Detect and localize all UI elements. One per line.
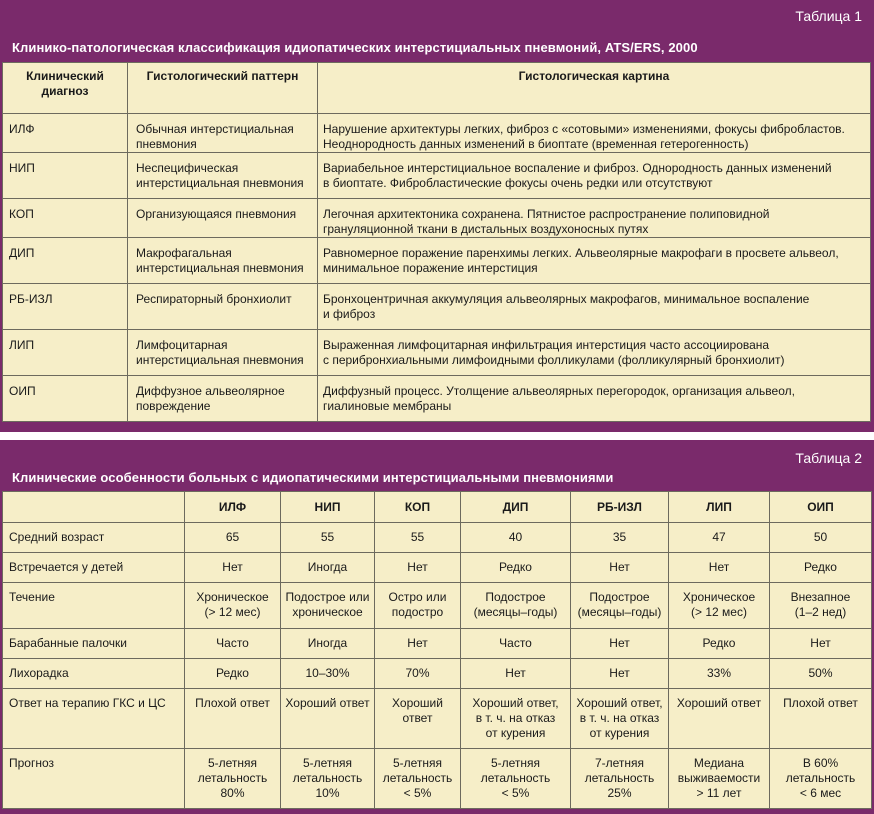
table2-cell: [461, 553, 571, 583]
cell-line: 5-летняя: [392, 756, 443, 770]
cell-line: < 5%: [501, 786, 530, 800]
cell-line: Хороший: [392, 696, 443, 710]
cell-line: 10%: [315, 786, 340, 800]
pattern-line: интерстициальная пневмония: [136, 261, 304, 275]
diagnosis-cell: ИЛФ: [3, 114, 128, 153]
table2-row: [3, 523, 872, 553]
pattern-line: Лимфоцитарная: [136, 338, 228, 352]
picture-line: грануляционной ткани в дистальных воздухоносных путях: [323, 222, 649, 236]
table2-cell: [770, 629, 872, 659]
cell-line: 33%: [706, 666, 732, 680]
table2-cell: [185, 583, 281, 629]
pattern-line: Организующаяся пневмония: [136, 207, 297, 221]
table2-cell: [281, 553, 375, 583]
table2-cell: [461, 629, 571, 659]
table2-cell: [375, 583, 461, 629]
table1-row: [3, 238, 871, 284]
table2-cell: [571, 629, 669, 659]
table2-column-header: НИП: [281, 492, 375, 523]
cell-line: 40: [508, 530, 523, 544]
cell-line: подостро: [391, 605, 444, 619]
table2-cell: [375, 659, 461, 689]
picture-line: в биоптате. Фибробластические фокусы очень редки или отсутствуют: [323, 176, 713, 190]
pattern-cell: [128, 284, 318, 330]
table1-header-row: [3, 63, 871, 114]
cell-line: Подострое или: [285, 590, 370, 604]
cell-line: 50: [813, 530, 828, 544]
table1-row: [3, 153, 871, 199]
table1-row: [3, 199, 871, 238]
table2-cell: [375, 553, 461, 583]
table2-cell: [571, 659, 669, 689]
table1-grid: [2, 62, 871, 422]
table2-column-header: РБ-ИЗЛ: [571, 492, 669, 523]
table2-cell: [375, 523, 461, 553]
table2-cell: [571, 689, 669, 749]
table2-cell: [281, 629, 375, 659]
cell-line: Редко: [804, 560, 837, 574]
cell-line: ответ: [402, 711, 433, 725]
pattern-line: Неспецифическая: [136, 161, 239, 175]
pattern-line: интерстициальная пневмония: [136, 176, 304, 190]
table2-cell: [461, 583, 571, 629]
table2-cell: [669, 659, 770, 689]
cell-line: Плохой ответ: [783, 696, 858, 710]
picture-line: гиалиновые мембраны: [323, 399, 452, 413]
table2-cell: [571, 553, 669, 583]
cell-line: Нет: [708, 560, 730, 574]
cell-line: Нет: [609, 636, 630, 650]
cell-line: 50%: [808, 666, 833, 680]
picture-line: Бронхоцентричная аккумуляция альвеолярных макрофагов, минимальное воспаление: [323, 292, 810, 306]
cell-line: Нет: [505, 666, 526, 680]
cell-line: хроническое: [292, 605, 363, 619]
table2-cell: [461, 523, 571, 553]
table2-cell: [461, 659, 571, 689]
table1-row: [3, 376, 871, 422]
cell-line: 55: [320, 530, 335, 544]
cell-line: В 60%: [802, 756, 839, 770]
cell-line: в т. ч. на отказ: [475, 711, 556, 725]
diagnosis-cell: РБ-ИЗЛ: [3, 284, 128, 330]
table2-number: Таблица 2: [795, 450, 862, 466]
cell-line: выживаемости: [677, 771, 761, 785]
table1-header-cell: [3, 63, 128, 114]
table2-cell: [669, 689, 770, 749]
pattern-line: интерстициальная пневмония: [136, 353, 304, 367]
cell-line: Подострое: [589, 590, 650, 604]
cell-line: Хроническое: [196, 590, 269, 604]
cell-line: (месяцы–годы): [473, 605, 558, 619]
cell-line: от курения: [589, 726, 650, 740]
picture-cell: [318, 114, 871, 153]
cell-line: Нет: [609, 560, 630, 574]
row-label: Средний возраст: [3, 523, 185, 553]
table2-row: [3, 583, 872, 629]
table2-column-header: ДИП: [461, 492, 571, 523]
cell-line: Часто: [499, 636, 532, 650]
table2-column-header: КОП: [375, 492, 461, 523]
pattern-cell: [128, 238, 318, 284]
pattern-line: Обычная интерстициальная: [136, 122, 294, 136]
cell-line: Хороший ответ,: [472, 696, 559, 710]
pattern-line: повреждение: [136, 399, 211, 413]
cell-line: Часто: [216, 636, 249, 650]
picture-cell: [318, 238, 871, 284]
cell-line: Хороший ответ: [676, 696, 762, 710]
cell-line: 47: [712, 530, 726, 544]
cell-line: 7-летняя: [594, 756, 645, 770]
pattern-line: пневмония: [136, 137, 197, 151]
cell-line: Нет: [810, 636, 831, 650]
picture-line: Выраженная лимфоцитарная инфильтрация интерстиция часто ассоциирована: [323, 338, 770, 352]
cell-line: в т. ч. на отказ: [579, 711, 660, 725]
picture-line: минимальное поражение интерстиция: [323, 261, 538, 275]
cell-line: > 11 лет: [696, 786, 742, 800]
cell-line: Подострое: [485, 590, 546, 604]
row-label: Течение: [3, 583, 185, 629]
cell-line: < 5%: [403, 786, 432, 800]
cell-line: Редко: [216, 666, 249, 680]
cell-line: летальность: [197, 771, 268, 785]
cell-line: 10–30%: [305, 666, 350, 680]
table2-cell: [669, 749, 770, 809]
table2-cell: [461, 689, 571, 749]
picture-cell: [318, 284, 871, 330]
table2-column-header: ИЛФ: [185, 492, 281, 523]
cell-line: (месяцы–годы): [577, 605, 662, 619]
cell-line: Нет: [407, 636, 428, 650]
picture-cell: [318, 153, 871, 199]
row-label: Прогноз: [3, 749, 185, 809]
cell-line: Хроническое: [682, 590, 756, 604]
table2-column-header: ОИП: [770, 492, 872, 523]
table2-cell: [770, 553, 872, 583]
table2-cell: [571, 523, 669, 553]
diagnosis-cell: ОИП: [3, 376, 128, 422]
cell-line: летальность: [785, 771, 856, 785]
table2-cell: [375, 749, 461, 809]
picture-cell: [318, 199, 871, 238]
cell-line: Хороший ответ: [285, 696, 370, 710]
cell-line: (> 12 мес): [691, 605, 747, 619]
pattern-line: Диффузное альвеолярное: [136, 384, 285, 398]
table2-cell: [281, 689, 375, 749]
table1-header-line: Клинический: [26, 69, 104, 83]
table2-cell: [770, 659, 872, 689]
table2-cell: [281, 659, 375, 689]
table2-cell: [185, 659, 281, 689]
table2-title: Клинические особенности больных с идиопатическими интерстициальными пневмониями: [12, 470, 614, 485]
picture-line: Неоднородность данных изменений в биоптате (временная гетерогенность): [323, 137, 749, 151]
cell-line: 80%: [220, 786, 245, 800]
picture-line: Легочная архитектоника сохранена. Пятнистое распространение полиповидной: [323, 207, 770, 221]
picture-line: Равномерное поражение паренхимы легких. Альвеолярные макрофаги в просвете альвеол,: [323, 246, 839, 260]
table1-row: [3, 330, 871, 376]
cell-line: 5-летняя: [490, 756, 541, 770]
cell-line: летальность: [480, 771, 551, 785]
cell-line: летальность: [292, 771, 363, 785]
diagnosis-cell: НИП: [3, 153, 128, 199]
cell-line: Внезапное: [790, 590, 851, 604]
table2-cell: [669, 583, 770, 629]
table2-header-row: [3, 492, 872, 523]
table2-cell: [281, 583, 375, 629]
cell-line: 5-летняя: [302, 756, 353, 770]
cell-line: Нет: [609, 666, 630, 680]
cell-line: Плохой ответ: [195, 696, 270, 710]
cell-line: 5-летняя: [207, 756, 258, 770]
pattern-cell: [128, 153, 318, 199]
table1-header-cell: Гистологический паттерн: [128, 63, 318, 114]
cell-line: летальность: [382, 771, 453, 785]
table2-cell: [185, 553, 281, 583]
cell-line: Редко: [499, 560, 532, 574]
cell-line: 70%: [405, 666, 430, 680]
table2-row: [3, 749, 872, 809]
table1-number: Таблица 1: [795, 8, 862, 24]
table2-row: [3, 629, 872, 659]
diagnosis-cell: ЛИП: [3, 330, 128, 376]
table2-cell: [770, 523, 872, 553]
picture-cell: [318, 330, 871, 376]
picture-cell: [318, 376, 871, 422]
cell-line: Иногда: [307, 560, 348, 574]
picture-line: Вариабельное интерстициальное воспаление и фиброз. Однородность данных изменений: [323, 161, 832, 175]
table1-row: [3, 114, 871, 153]
cell-line: Хороший ответ,: [576, 696, 663, 710]
picture-line: Диффузный процесс. Утолщение альвеолярных перегородок, организация альвеол,: [323, 384, 795, 398]
table2-cell: [185, 523, 281, 553]
pattern-line: Макрофагальная: [136, 246, 232, 260]
cell-line: Медиана: [693, 756, 745, 770]
pattern-cell: [128, 330, 318, 376]
table1-header-cell: Гистологическая картина: [318, 63, 871, 114]
cell-line: < 6 мес: [799, 786, 842, 800]
table2-cell: [571, 583, 669, 629]
pattern-cell: [128, 376, 318, 422]
table2-cell: [461, 749, 571, 809]
table2-row: [3, 689, 872, 749]
row-label: Ответ на терапию ГКС и ЦС: [3, 689, 185, 749]
table1-title: Клинико-патологическая классификация идиопатических интерстициальных пневмоний, ATS/ERS, 2000: [12, 40, 698, 55]
table2-cell: [770, 749, 872, 809]
cell-line: (> 12 мес): [204, 605, 261, 619]
table2-grid: [2, 491, 872, 809]
table2-cell: [185, 629, 281, 659]
cell-line: Нет: [407, 560, 428, 574]
picture-line: с перибронхиальными лимфоидными фолликулами (фолликулярный бронхиолит): [323, 353, 785, 367]
table2-cell: [770, 689, 872, 749]
diagnosis-cell: КОП: [3, 199, 128, 238]
row-label: Барабанные палочки: [3, 629, 185, 659]
row-label: Встречается у детей: [3, 553, 185, 583]
cell-line: Остро или: [388, 590, 447, 604]
cell-line: Редко: [702, 636, 736, 650]
picture-line: Нарушение архитектуры легких, фиброз с «сотовыми» изменениями, фокусы фибробластов.: [323, 122, 845, 136]
pattern-line: Респираторный бронхиолит: [136, 292, 292, 306]
table2-cell: [669, 553, 770, 583]
table2-cell: [281, 523, 375, 553]
cell-line: от курения: [485, 726, 546, 740]
cell-line: Иногда: [307, 636, 348, 650]
table2-column-header: ЛИП: [669, 492, 770, 523]
table1-row: [3, 284, 871, 330]
table2-cell: [770, 583, 872, 629]
table2-cell: [375, 689, 461, 749]
table2-cell: [375, 629, 461, 659]
table2-cell: [669, 629, 770, 659]
pattern-cell: [128, 114, 318, 153]
cell-line: 35: [612, 530, 627, 544]
cell-line: 25%: [607, 786, 632, 800]
table2-corner-cell: [3, 492, 185, 523]
row-label: Лихорадка: [3, 659, 185, 689]
pattern-cell: [128, 199, 318, 238]
table2-cell: [669, 523, 770, 553]
table2-cell: [185, 749, 281, 809]
table2-cell: [571, 749, 669, 809]
table1-header-line: диагноз: [41, 84, 89, 98]
cell-line: 65: [225, 530, 240, 544]
table2-cell: [185, 689, 281, 749]
table2-row: [3, 553, 872, 583]
table2-cell: [281, 749, 375, 809]
cell-line: летальность: [584, 771, 655, 785]
cell-line: 55: [410, 530, 425, 544]
picture-line: и фиброз: [323, 307, 376, 321]
diagnosis-cell: ДИП: [3, 238, 128, 284]
table2-row: [3, 659, 872, 689]
cell-line: Нет: [222, 560, 243, 574]
cell-line: (1–2 нед): [794, 605, 847, 619]
